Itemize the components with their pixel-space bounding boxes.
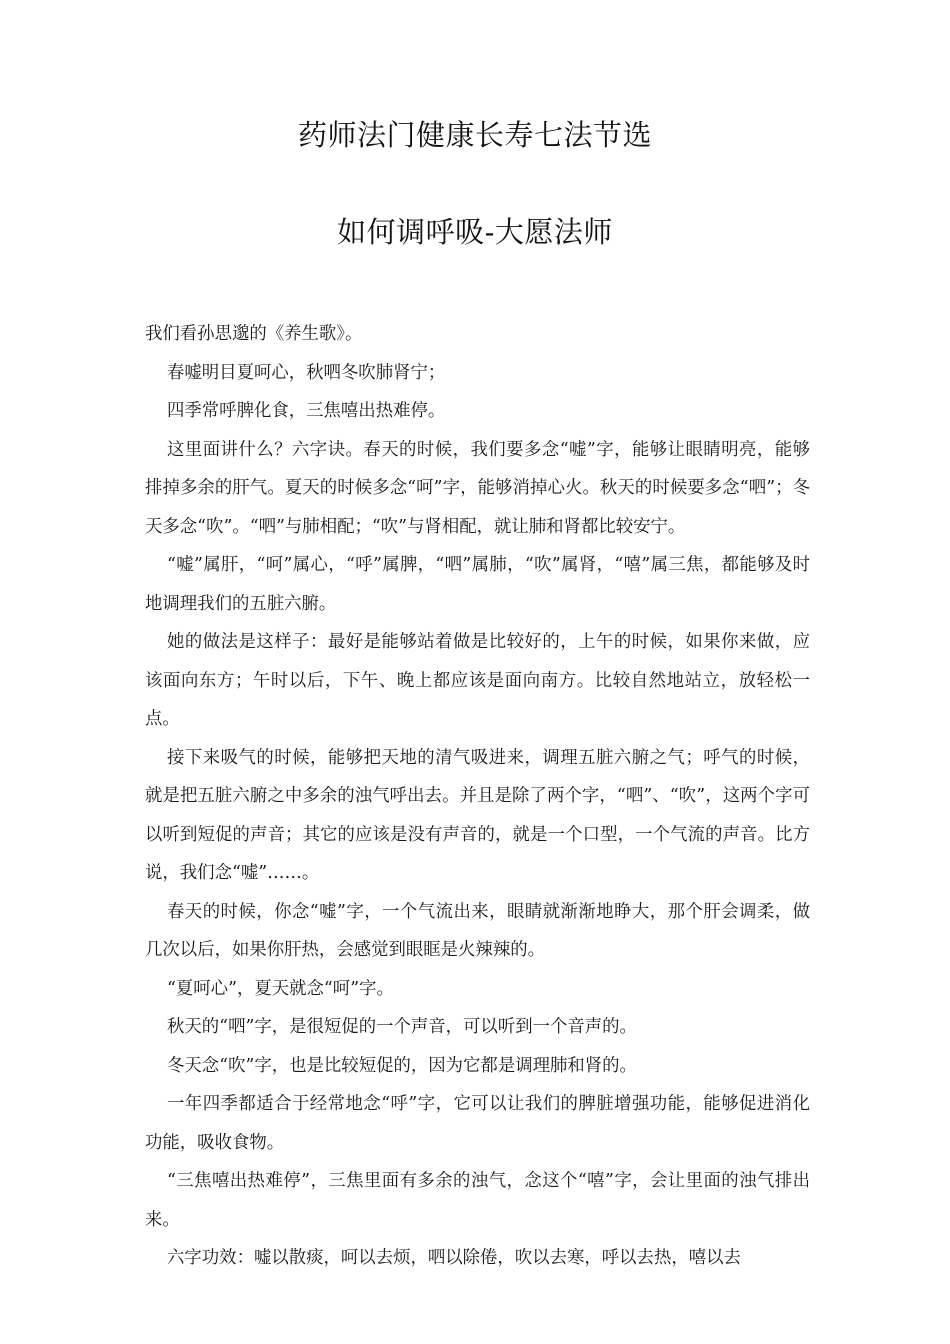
paragraph: 一年四季都适合于经常地念“呼”字，它可以让我们的脾脏增强功能，能够促进消化功能，吸收食物。 xyxy=(145,1094,810,1153)
poem-line: 四季常呼脾化食，三焦嘻出热难停。 xyxy=(167,401,446,421)
paragraph: “夏呵心”，夏天就念“呵”字。 xyxy=(167,978,394,999)
paragraph: 冬天念“吹”字，也是比较短促的，因为它都是调理肺和肾的。 xyxy=(167,1055,637,1076)
paragraph: “三焦嘻出热难停”，三焦里面有多余的浊气，念这个“嘻”字，会让里面的浊气排出来。 xyxy=(145,1171,810,1230)
document-title: 药师法门健康长寿七法节选 xyxy=(297,118,652,152)
paragraph: 春天的时候，你念“嘘”字，一个气流出来，眼睛就渐渐地睁大，那个肝会调柔，做几次以后，如果你肝热，会感觉到眼眶是火辣辣的。 xyxy=(145,901,810,960)
paragraph: 我们看孙思邈的《养生歌》。 xyxy=(145,324,363,344)
document-body xyxy=(145,315,810,1278)
paragraph: 六字功效：嘘以散痰，呵以去烦，呬以除倦，吹以去寒，呼以去热，嘻以去 xyxy=(167,1248,741,1268)
poem-line: 春嘘明目夏呵心，秋呬冬吹肺肾宁； xyxy=(167,362,446,383)
paragraph: 这里面讲什么？六字诀。春天的时候，我们要多念“嘘”字，能够让眼睛明亮，能够排掉多余的肝气。夏天的时候多念“呵”字，能够消掉心火。秋天的时候要多念“呬”；冬天多念“吹”。“呬”与肺相配；“吹”与肾相配，就让肺和肾都比较安宁。 xyxy=(145,439,810,537)
paragraph: 她的做法是这样子：最好是能够站着做是比较好的，上午的时候，如果你来做，应该面向东方；午时以后，下午、晚上都应该是面向南方。比较自然地站立，放轻松一点。 xyxy=(145,632,810,729)
document-subtitle: 如何调呼吸-大愿法师 xyxy=(337,215,613,249)
paragraph: 接下来吸气的时候，能够把天地的清气吸进来，调理五脏六腑之气；呼气的时候，就是把五脏六腑之中多余的浊气呼出去。并且是除了两个字，“呬”、“吹”，这两个字可以听到短促的声音；其它的应该是没有声音的，就是一个口型，一个气流的声音。比方说，我们念“嘘”……。 xyxy=(145,747,810,883)
paragraph: 秋天的“呬”字，是很短促的一个声音，可以听到一个音声的。 xyxy=(167,1017,637,1037)
paragraph: “嘘”属肝，“呵”属心，“呼”属脾，“呬”属肺，“吹”属肾，“嘻”属三焦，都能够及时地调理我们的五脏六腑。 xyxy=(145,555,810,614)
